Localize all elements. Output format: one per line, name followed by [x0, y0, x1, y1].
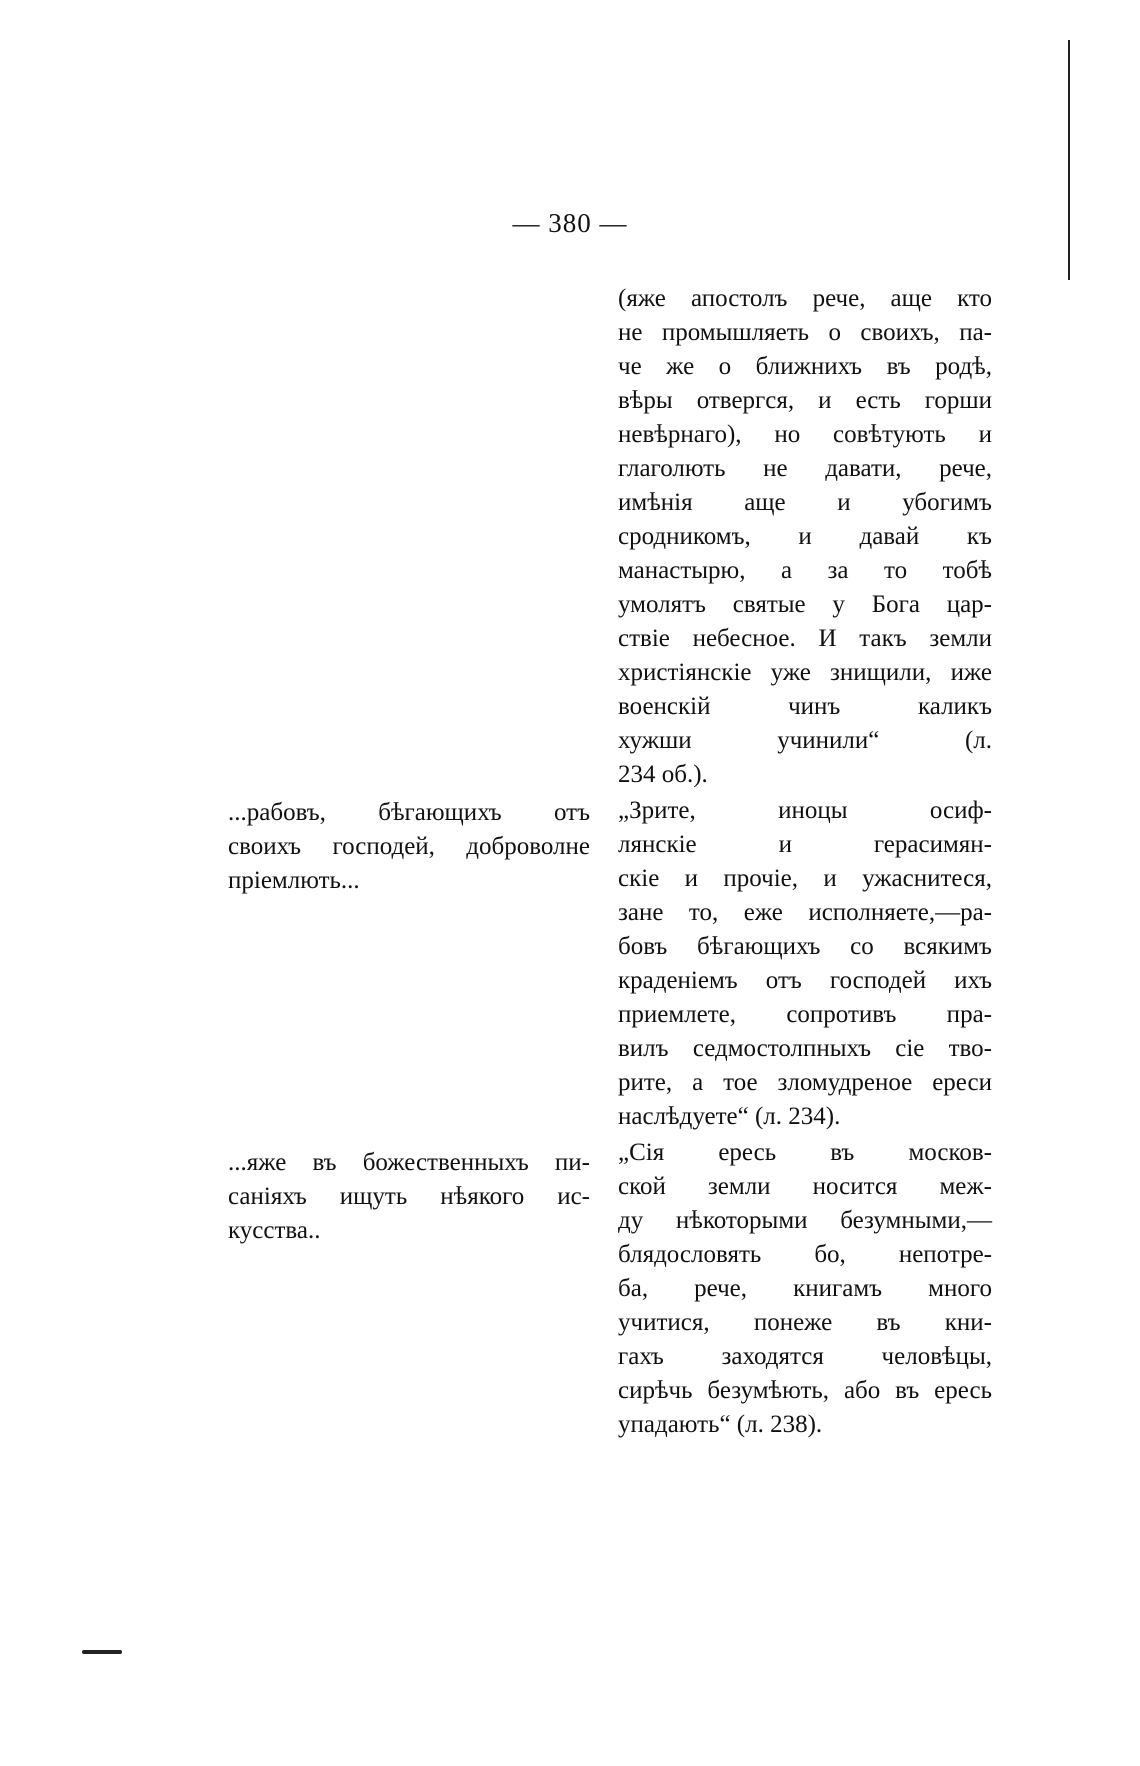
text-line: глаголють не давати, рече, — [618, 455, 992, 482]
text-line: ба, рече, книгамъ много — [618, 1275, 992, 1302]
note-line: кусства.. — [228, 1217, 321, 1244]
note-line: саніяхъ ищуть нѣякого ис- — [228, 1183, 590, 1210]
text-line: военскій чинъ каликъ — [618, 693, 992, 720]
text-line: сирѣчь безумѣють, або въ ересь — [618, 1377, 992, 1404]
text-line: че же о ближнихъ въ родѣ, — [618, 353, 992, 380]
text-line: „Сія ересь въ москов- — [618, 1139, 992, 1166]
text-line: вѣры отвергся, и есть горши — [618, 387, 992, 414]
text-line: (яже апостолъ рече, аще кто — [618, 285, 992, 312]
text-line: приемлете, сопротивъ пра- — [618, 1001, 992, 1028]
note-line: ...яже въ божественныхъ пи- — [228, 1149, 590, 1176]
note-line: пріемлють... — [228, 867, 360, 894]
ink-mark — [82, 1650, 122, 1654]
text-line: краденіемъ отъ господей ихъ — [618, 967, 992, 994]
text-line: вилъ седмостолпныхъ сіе тво- — [618, 1035, 992, 1062]
text-line: ствіе небесное. И такъ земли — [618, 625, 992, 652]
text-line: бовъ бѣгающихъ со всякимъ — [618, 933, 992, 960]
text-line: наслѣдуете“ (л. 234). — [618, 1103, 841, 1130]
text-line: манастырю, а за то тобѣ — [618, 557, 992, 584]
text-line: „Зрите, иноцы осиф- — [618, 797, 992, 824]
text-line: ской земли носится меж- — [618, 1173, 992, 1200]
main-text-column — [618, 282, 992, 1442]
text-line: ду нѣкоторыми безумными,— — [618, 1207, 992, 1234]
margin-note-2 — [228, 1146, 590, 1248]
text-line: не промышляеть о своихъ, па- — [618, 319, 992, 346]
page-number: — 380 — — [512, 208, 628, 238]
text-line: умолятъ святые у Бога цар- — [618, 591, 992, 618]
text-line: рите, а тое зломудреное ереси — [618, 1069, 992, 1096]
text-line: невѣрнаго), но совѣтують и — [618, 421, 992, 448]
text-line: 234 об.). — [618, 761, 708, 788]
margin-note-1 — [228, 796, 590, 898]
text-line: блядословять бо, непотре- — [618, 1241, 992, 1268]
note-line: ...рабовъ, бѣгающихъ отъ — [228, 799, 590, 826]
scan-edge-rule — [1068, 40, 1070, 280]
text-line: зане то, еже исполняете,—ра- — [618, 899, 992, 926]
text-line: упадають“ (л. 238). — [618, 1411, 823, 1438]
text-line: хужши учинили“ (л. — [618, 727, 992, 754]
text-line: гахъ заходятся человѣцы, — [618, 1343, 992, 1370]
note-line: своихъ господей, доброволне — [228, 833, 590, 860]
text-line: имѣнія аще и убогимъ — [618, 489, 992, 516]
text-line: сродникомъ, и давай къ — [618, 523, 992, 550]
text-line: скіе и прочіе, и ужаснитеся, — [618, 865, 992, 892]
text-line: учитися, понеже въ кни- — [618, 1309, 992, 1336]
text-line: христіянскіе уже знищили, иже — [618, 659, 992, 686]
text-line: лянскіе и герасимян- — [618, 831, 992, 858]
